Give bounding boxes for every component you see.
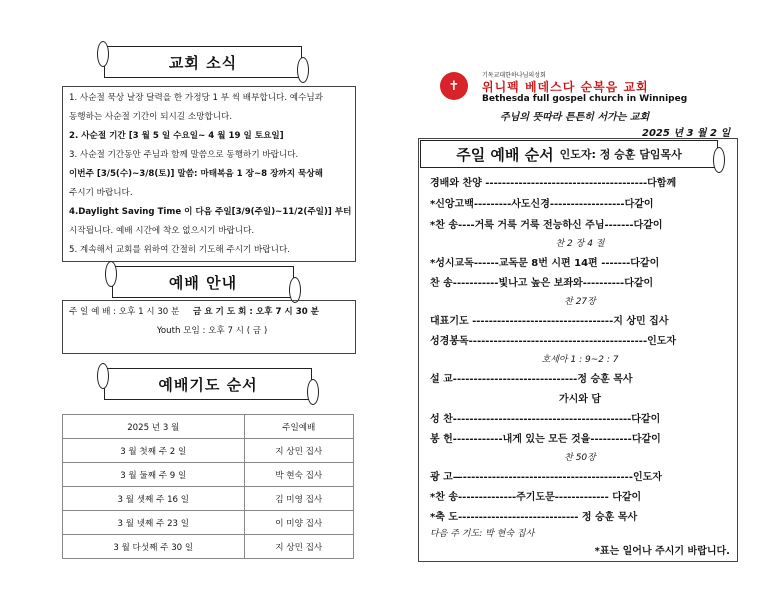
table-header-row	[63, 415, 354, 439]
worship-title-banner	[420, 140, 718, 168]
table-row	[63, 487, 354, 511]
youth-meeting: Youth 모임 : 오후 7 시 ( 금 )	[156, 326, 268, 336]
order-line: *찬 송----거룩 거룩 거룩 전능하신 주님-------다같이	[430, 220, 663, 231]
table-cell-person: 지 상민 집사	[244, 535, 353, 559]
news-line-5: 이번주 [3/5(수)~3/8(토)] 말씀: 마태복음 1 장~8 장까지 묵상해	[69, 169, 323, 179]
prayer-title: 예배기도 순서	[158, 375, 258, 394]
table-cell-date: 3 월 첫째 주 2 일	[63, 439, 245, 463]
table-cell-date: 3 월 넷째 주 23 일	[63, 511, 245, 535]
table-cell-person: 박 현숙 집사	[244, 463, 353, 487]
order-note: 찬 27장	[564, 297, 596, 307]
standing-note: *표는 일어나 주시기 바랍니다.	[594, 546, 730, 557]
table-cell-person: 김 미영 집사	[244, 487, 353, 511]
bulletin-date: 2025 년 3 월 2 일	[642, 128, 731, 139]
news-line-7: 4.Daylight Saving Time 이 다음 주일[3/9(주일)~11/2(주일)] 부터	[69, 207, 352, 217]
table-row	[63, 535, 354, 559]
news-title-banner	[104, 46, 302, 78]
friday-service: 금 요 기 도 회 : 오후 7 시 30 분	[192, 307, 319, 317]
table-cell-date: 3 월 다섯째 주 30 일	[63, 535, 245, 559]
worship-title: 주일 예배 순서	[456, 145, 554, 164]
next-week-prayer: 다음 주 기도: 박 현숙 집사	[430, 529, 535, 539]
worship-leader: 인도자: 정 승훈 담임목사	[559, 148, 682, 161]
table-cell-date: 3 월 셋째 주 16 일	[63, 487, 245, 511]
news-box	[62, 86, 356, 262]
table-cell-person: 지 상민 집사	[244, 439, 353, 463]
table-row	[63, 463, 354, 487]
service-title: 예배 안내	[168, 273, 238, 292]
order-line: *찬 송--------------주기도문------------- 다같이	[430, 492, 642, 503]
table-cell-date: 3 월 둘째 주 9 일	[63, 463, 245, 487]
table-row	[63, 511, 354, 535]
order-line: 광 고—-----------------------------------------인도자	[430, 472, 662, 483]
news-line-2: 동행하는 사순절 기간이 되시길 소망합니다.	[69, 112, 233, 122]
order-line: 경배와 찬양 ---------------------------------------다함께	[430, 178, 677, 189]
order-note: 찬 2 장 4 절	[555, 239, 605, 249]
news-line-6: 주시기 바랍니다.	[69, 188, 133, 198]
sunday-service: 주 일 예 배 : 오후 1 시 30 분	[69, 307, 180, 317]
service-box	[62, 300, 356, 354]
order-line: 성 찬-------------------------------------------다같이	[430, 414, 661, 425]
order-note: 찬 50장	[564, 453, 596, 463]
church-name: 위니펙 베데스다 순복음 교회	[482, 80, 649, 94]
sermon-title: 가시와 담	[558, 394, 602, 405]
news-line-1: 1. 사순절 묵상 날장 달력을 한 가정당 1 부 씩 배부합니다. 예수님과	[69, 93, 323, 103]
order-line: 설 교------------------------------정 승훈 목사	[430, 374, 633, 385]
news-line-8: 시작됩니다. 예배 시간에 착오 없으시기 바랍니다.	[69, 226, 255, 236]
order-line: *성시교독------교독문 8번 시편 14편 -------다같이	[430, 258, 660, 269]
news-line-4: 3. 사순절 기간동안 주님과 함께 말씀으로 동행하기 바랍니다.	[69, 150, 299, 160]
order-line: 찬 송-----------빛나고 높은 보좌와----------다같이	[430, 278, 654, 289]
church-english-name: Bethesda full gospel church in Winnipeg	[482, 94, 688, 104]
order-line: *축 도----------------------------- 정 승훈 목사	[430, 512, 638, 523]
order-line: 봉 헌------------내게 있는 모든 것을----------다같이	[430, 434, 661, 445]
news-line-3: 2. 사순절 기간 [3 월 5 일 수요일~ 4 월 19 일 토요일]	[69, 131, 284, 141]
table-header-service: 주일예배	[244, 415, 353, 439]
table-header-month: 2025 년 3 월	[63, 415, 245, 439]
denomination: 기독교대한하나님의성회	[482, 72, 546, 79]
service-times	[63, 301, 355, 322]
order-line: 성경봉독-------------------------------------------인도자	[430, 336, 677, 347]
service-title-banner	[112, 266, 294, 298]
news-line-9: 5. 계속해서 교회를 위하여 간절히 기도해 주시기 바랍니다.	[69, 245, 290, 255]
church-motto: 주님의 뜻따라 튼튼히 서가는 교회	[500, 112, 650, 123]
table-row	[63, 439, 354, 463]
church-logo-icon: ✝	[440, 72, 468, 100]
prayer-title-banner	[104, 368, 312, 400]
order-note: 호세아 1 : 9~2 : 7	[541, 355, 619, 365]
table-cell-person: 이 미양 집사	[244, 511, 353, 535]
order-line: *신앙고백---------사도신경------------------다같이	[430, 199, 654, 210]
prayer-table	[62, 414, 354, 559]
order-line: 대표기도 ----------------------------------지 상민 집사	[430, 316, 669, 327]
news-title: 교회 소식	[168, 53, 238, 72]
